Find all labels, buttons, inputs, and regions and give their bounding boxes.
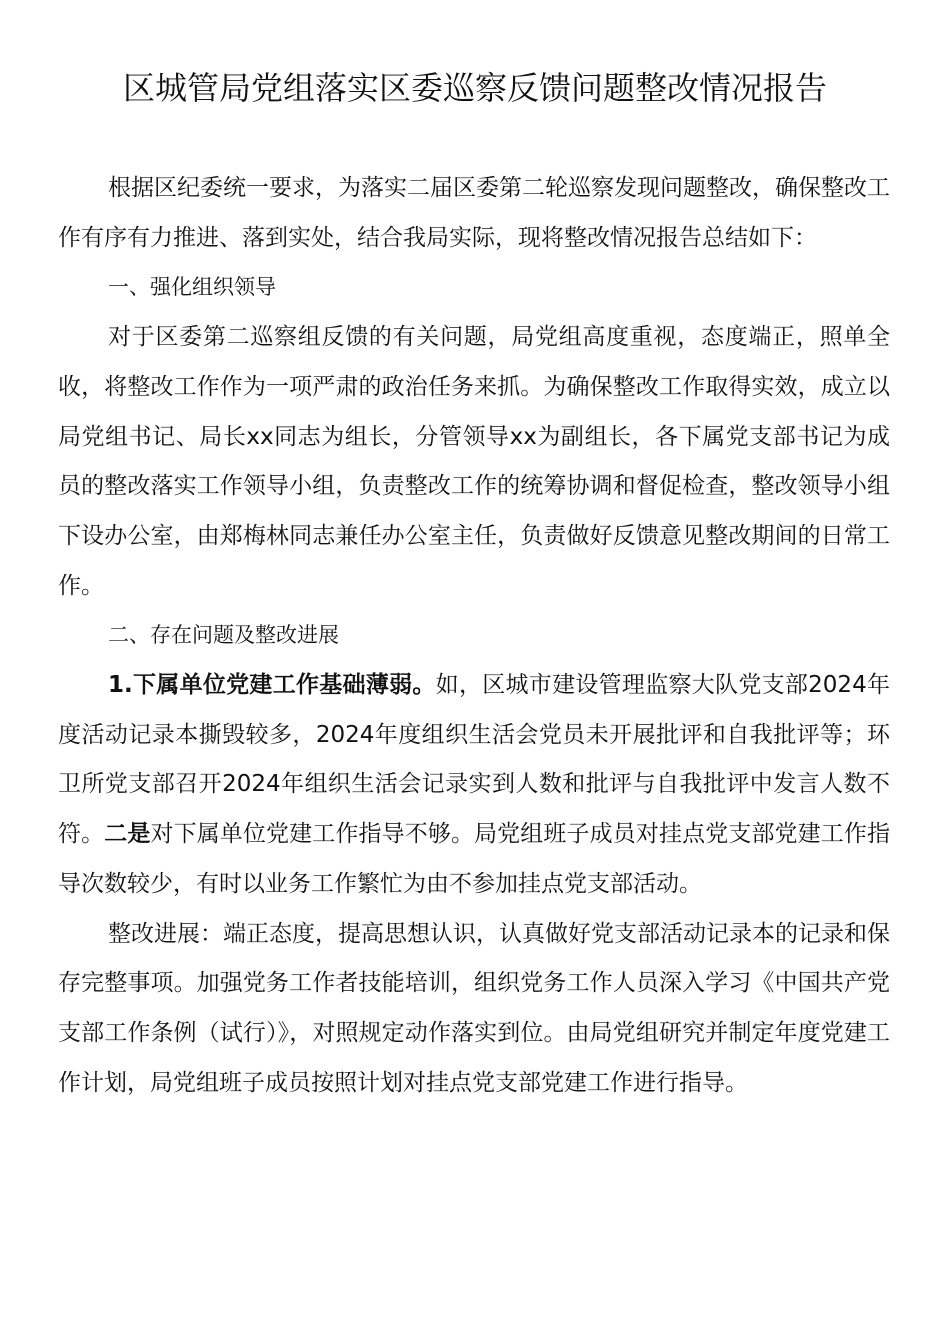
- section-1-heading: 一、强化组织领导: [108, 275, 276, 300]
- issue-1-paragraph: [58, 661, 890, 910]
- document-title: 区城管局党组落实区委巡察反馈问题整改情况报告: [122, 69, 827, 107]
- section-2-heading: 二、存在问题及整改进展: [108, 623, 339, 648]
- document-body: [58, 164, 890, 1108]
- intro-paragraph: 根据区纪委统一要求，为落实二届区委第二轮巡察发现问题整改，确保整改工作有序有力推进、落到实处，结合我局实际，现将整改情况报告总结如下：: [58, 175, 890, 251]
- issue-1-text-b: 对下属单位党建工作指导不够。局党组班子成员对挂点党支部党建工作指导次数较少，有时以业务工作繁忙为由不参加挂点党支部活动。: [58, 821, 891, 897]
- issue-1-second-lead: 二是: [104, 821, 151, 848]
- progress-paragraph: 整改进展：端正态度，提高思想认识，认真做好党支部活动记录本的记录和保存完整事项。加强党务工作者技能培训，组织党务工作人员深入学习《中国共产党支部工作条例（试行）》，对照规定动作落实到位。由局党组研究并制定年度党建工作计划，局党组班子成员按照计划对挂点党支部党建工作进行指导。: [58, 920, 890, 1096]
- issue-1-lead: 1.下属单位党建工作基础薄弱。: [108, 672, 436, 699]
- issue-1-text-a: 如，区城市建设管理监察大队党支部2024年度活动记录本撕毁较多，2024年度组织生活会党员未开展批评和自我批评等；环卫所党支部召开2024年组织生活会记录实到人数和批评与自我批评中发言人数不符。: [58, 672, 890, 848]
- section-1-paragraph: 对于区委第二巡察组反馈的有关问题，局党组高度重视，态度端正，照单全收，将整改工作作为一项严肃的政治任务来抓。为确保整改工作取得实效，成立以局党组书记、局长xx同志为组长，分管领导xx为副组长，各下属党支部书记为成员的整改落实工作领导小组，负责整改工作的统筹协调和督促检查，整改领导小组下设办公室，由郑梅林同志兼任办公室主任，负责做好反馈意见整改期间的日常工作。: [58, 324, 890, 599]
